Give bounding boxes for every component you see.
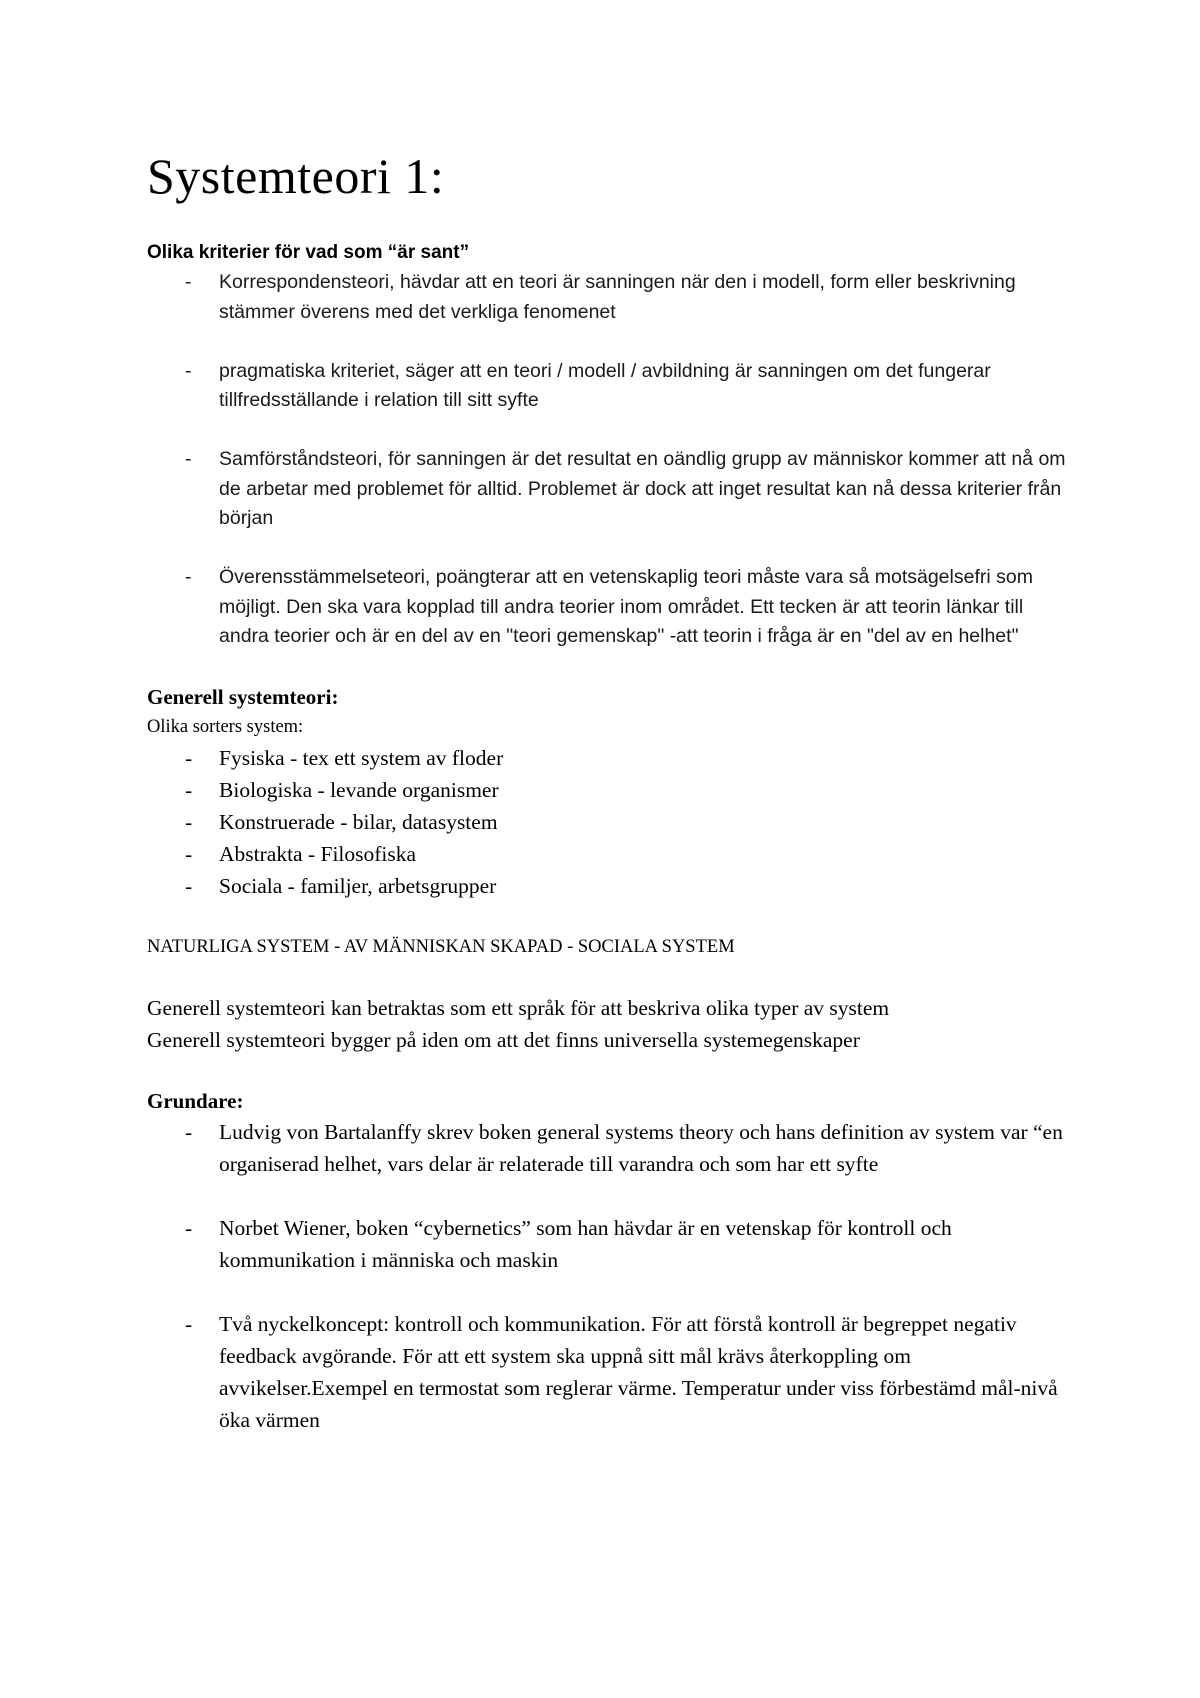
list-item-text: Abstrakta - Filosofiska	[219, 841, 417, 866]
bullet-dash: -	[185, 777, 193, 802]
list-item-text: Norbet Wiener, boken “cybernetics” som han hävdar är en vetenskap för kontroll och kommunikation i människa och maskin	[219, 1215, 952, 1272]
list-item-text: Ludvig von Bartalanffy skrev boken general systems theory och hans definition av system var “en organiserad helhet, vars delar är relaterade till varandra och som har ett syfte	[219, 1119, 1063, 1176]
section-subheading-system-types: Olika sorters system:	[147, 716, 304, 737]
list-item-text: Samförståndsteori, för sanningen är det resultat en oändlig grupp av människor kommer att nå om de arbetar med problemet för alltid. Problemet är dock att inget resultat kan nå dessa kriterier från början	[219, 448, 1066, 529]
list-item	[147, 1308, 1067, 1436]
section-heading-general-systems-theory: Generell systemteori:	[147, 684, 339, 709]
paragraph: Generell systemteori kan betraktas som ett språk för att beskriva olika typer av system	[147, 995, 890, 1020]
list-item-text: Två nyckelkoncept: kontroll och kommunikation. För att förstå kontroll är begreppet negativ feedback avgörande. För att ett system ska uppnå sitt mål krävs återkoppling om avvikelser.Exempel en termostat som reglerar värme. Temperatur under viss förbestämd mål-nivå öka värmen	[219, 1311, 1058, 1432]
list-item-text: Biologiska - levande organismer	[219, 777, 499, 802]
list-item	[147, 268, 1067, 327]
bullet-dash: -	[185, 1215, 193, 1240]
bullet-dash: -	[185, 841, 193, 866]
list-item	[147, 1212, 1067, 1276]
list-item	[147, 445, 1067, 534]
list-item	[147, 563, 1067, 652]
list-item-text: Överensstämmelseteori, poängterar att en vetenskaplig teori måste vara så motsägelsefri som möjligt. Den ska vara kopplad till andra teorier inom området. Ett tecken är att teorin länkar till andra teorier och är en del av en "teori gemenskap" -att teorin i fråga är en "del av en helhet"	[219, 566, 1033, 647]
system-categories-line: NATURLIGA SYSTEM - AV MÄNNISKAN SKAPAD - SOCIALA SYSTEM	[147, 936, 735, 957]
list-item	[147, 1116, 1067, 1180]
bullet-dash: -	[185, 745, 193, 770]
bullet-dash: -	[185, 448, 192, 470]
section-heading-truth-criteria: Olika kriterier för vad som “är sant”	[147, 242, 470, 263]
list-item	[147, 806, 1067, 838]
truth-criteria-list	[147, 268, 1067, 652]
bullet-dash: -	[185, 566, 192, 588]
bullet-dash: -	[185, 1311, 193, 1336]
list-item-text: pragmatiska kriteriet, säger att en teori / modell / avbildning är sanningen om det fungerar tillfredsställande i relation till sitt syfte	[219, 359, 991, 411]
list-item-text: Sociala - familjer, arbetsgrupper	[219, 873, 497, 898]
list-item	[147, 774, 1067, 806]
bullet-dash: -	[185, 1119, 193, 1144]
section-heading-founders: Grundare:	[147, 1088, 244, 1113]
list-item-text: Konstruerade - bilar, datasystem	[219, 809, 498, 834]
general-theory-paragraphs	[147, 992, 1067, 1056]
page-title: Systemteori 1:	[147, 148, 445, 204]
paragraph: Generell systemteori bygger på iden om att det finns universella systemegenskaper	[147, 1027, 860, 1052]
bullet-dash: -	[185, 809, 193, 834]
list-item-text: Fysiska - tex ett system av floder	[219, 745, 504, 770]
list-item	[147, 838, 1067, 870]
bullet-dash: -	[185, 359, 192, 382]
list-item-text: Korrespondensteori, hävdar att en teori är sanningen när den i modell, form eller beskrivning stämmer överens med det verkliga fenomenet	[219, 271, 1016, 323]
list-item	[147, 870, 1067, 902]
list-item	[147, 357, 1067, 416]
bullet-dash: -	[185, 873, 193, 898]
list-item	[147, 742, 1067, 774]
founders-list	[147, 1116, 1067, 1436]
bullet-dash: -	[185, 271, 192, 293]
system-types-list	[147, 742, 1067, 902]
document-page	[147, 140, 1067, 1436]
